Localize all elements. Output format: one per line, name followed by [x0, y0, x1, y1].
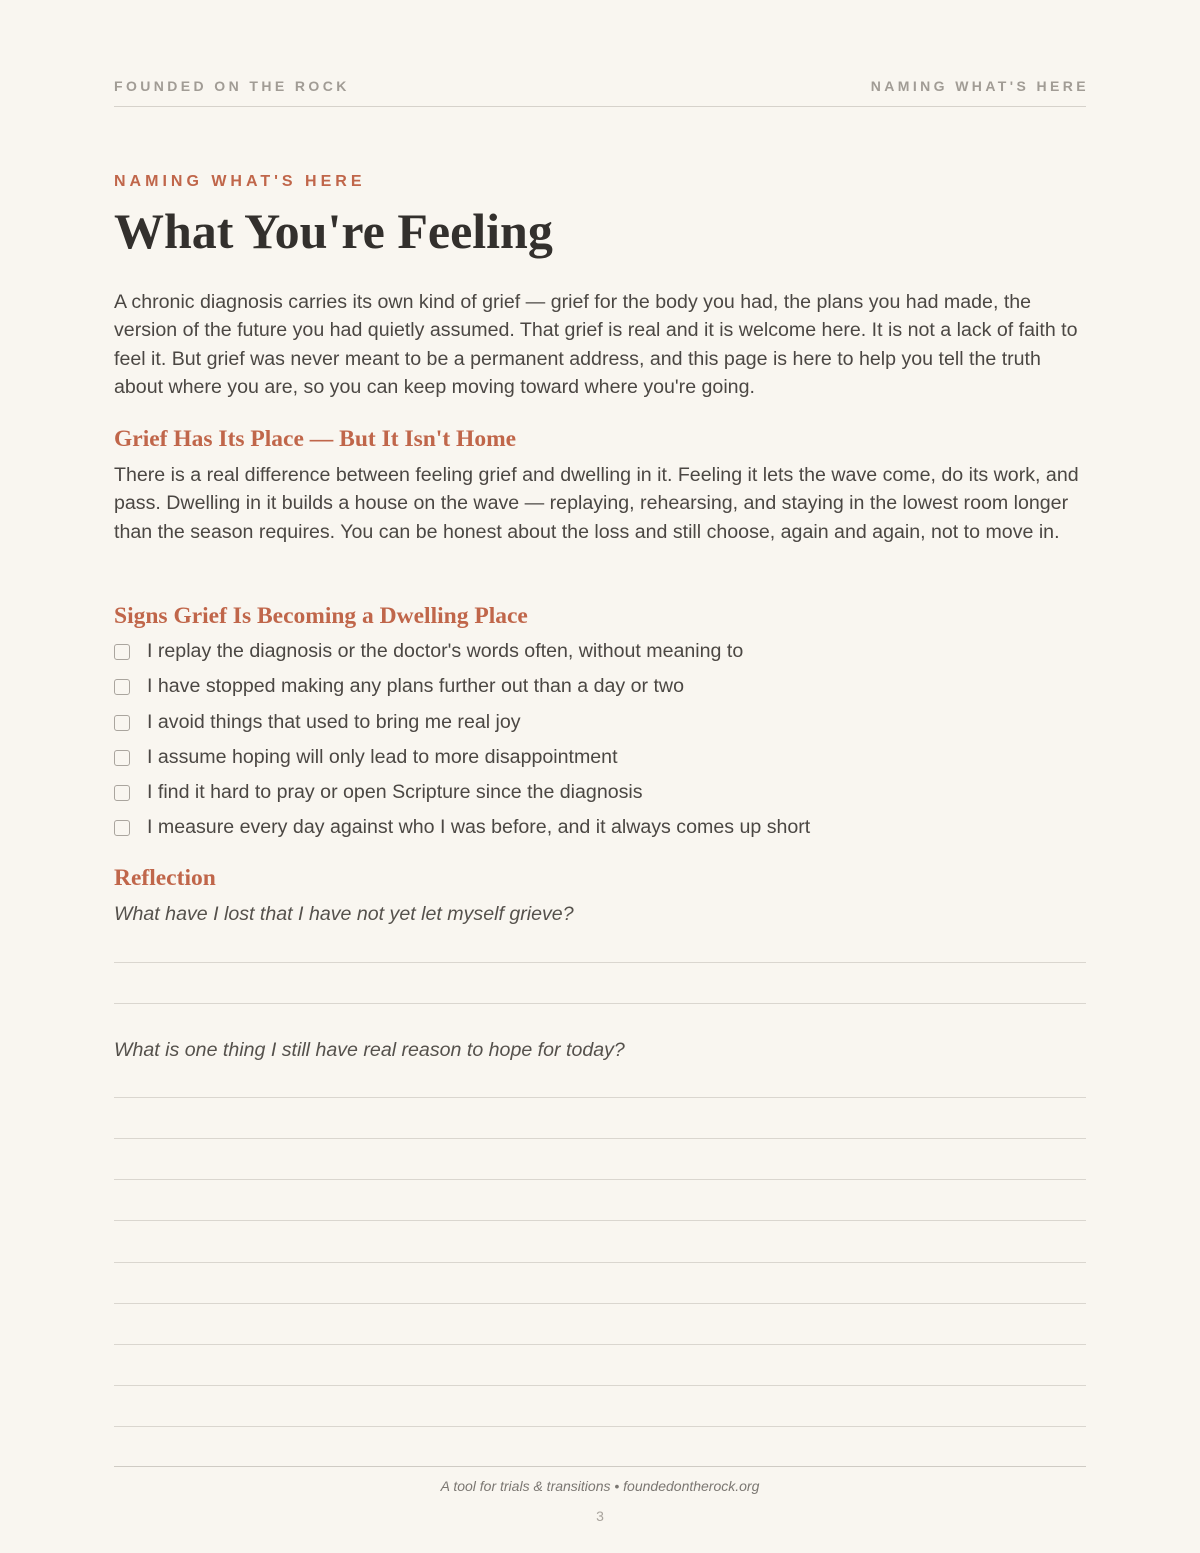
- checklist-item: [114, 813, 810, 848]
- writing-line[interactable]: [114, 1303, 1086, 1304]
- checklist-item: [114, 672, 810, 707]
- header-section-name: NAMING WHAT'S HERE: [870, 78, 1089, 94]
- grief-heading: Grief Has Its Place — But It Isn't Home: [114, 426, 517, 452]
- checklist-item: [114, 743, 810, 778]
- writing-line[interactable]: [114, 1385, 1086, 1386]
- signs-checklist: [114, 637, 810, 849]
- writing-line[interactable]: [114, 1097, 1086, 1098]
- checklist-item-label: I assume hoping will only lead to more disappointment: [147, 745, 618, 768]
- checklist-item-label: I find it hard to pray or open Scripture since the diagnosis: [147, 781, 643, 804]
- footer-tagline: A tool for trials & transitions • foundedontherock.org: [440, 1478, 760, 1494]
- checklist-item-label: I avoid things that used to bring me real joy: [147, 710, 521, 733]
- header-brand: FOUNDED ON THE ROCK: [114, 78, 350, 94]
- reflection-heading: Reflection: [114, 865, 216, 891]
- writing-line[interactable]: [114, 1344, 1086, 1345]
- signs-heading: Signs Grief Is Becoming a Dwelling Place: [114, 603, 528, 629]
- checkbox[interactable]: [114, 750, 130, 766]
- writing-line[interactable]: [114, 1003, 1086, 1004]
- footer-divider: [114, 1466, 1086, 1467]
- writing-line[interactable]: [114, 1220, 1086, 1221]
- checklist-item: [114, 708, 810, 743]
- reflection-prompt: What have I lost that I have not yet let myself grieve?: [114, 903, 574, 925]
- writing-line[interactable]: [114, 1179, 1086, 1180]
- checkbox[interactable]: [114, 785, 130, 801]
- checklist-item-label: I replay the diagnosis or the doctor's words often, without meaning to: [147, 640, 744, 662]
- page-number: 3: [596, 1508, 604, 1524]
- checkbox[interactable]: [114, 679, 130, 695]
- checkbox[interactable]: [114, 715, 130, 731]
- section-eyebrow: NAMING WHAT'S HERE: [114, 173, 366, 190]
- page-header: [114, 76, 1089, 107]
- grief-paragraph: There is a real difference between feeling grief and dwelling in it. Feeling it lets the wave come, do its work, and pass. Dwelling in it builds a house on the wave — replaying, rehearsing, and staying in the lowest room longer than the season requires. You can be honest about the loss and still choose, again and again, not to move in.: [114, 464, 1079, 543]
- checkbox[interactable]: [114, 644, 130, 660]
- reflection-prompt: What is one thing I still have real reason to hope for today?: [114, 1039, 625, 1061]
- checklist-item-label: I measure every day against who I was before, and it always comes up short: [147, 816, 811, 839]
- intro-paragraph: A chronic diagnosis carries its own kind of grief — grief for the body you had, the plans you had made, the version of the future you had quietly assumed. That grief is real and it is welcome here. It is not a lack of faith to feel it. But grief was never meant to be a permanent address, and this page is here to help you tell the truth about where you are, so you can keep moving toward where you're going.: [114, 291, 1078, 399]
- writing-line[interactable]: [114, 962, 1086, 963]
- checklist-item-label: I have stopped making any plans further out than a day or two: [147, 675, 684, 698]
- checkbox[interactable]: [114, 820, 130, 836]
- writing-line[interactable]: [114, 1138, 1086, 1139]
- checklist-item: [114, 637, 810, 672]
- writing-line[interactable]: [114, 1262, 1086, 1263]
- checklist-item: [114, 778, 810, 813]
- page-title: What You're Feeling: [114, 203, 553, 259]
- writing-line[interactable]: [114, 1426, 1086, 1427]
